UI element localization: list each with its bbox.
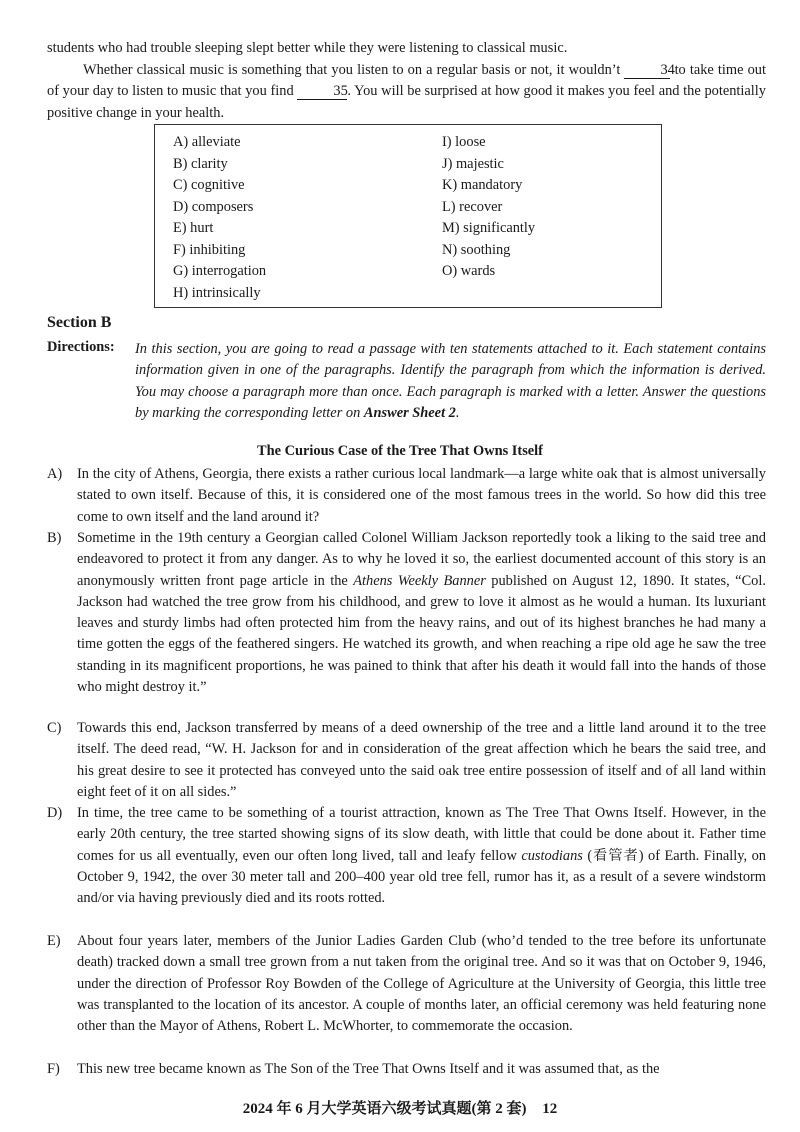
newspaper-title: Athens Weekly Banner	[353, 572, 486, 589]
directions-end: .	[455, 404, 460, 421]
paragraph-letter: D)	[47, 805, 63, 821]
paragraph-f	[47, 1059, 766, 1080]
paragraph-letter: B)	[47, 530, 62, 546]
word-option: M) significantly	[442, 220, 536, 236]
paragraph-text: About four years later, members of the Junior Ladies Garden Club (who’d tended to the tree before its unfortunate death) tracked down a small tree grown from a nut taken from the original tree. And so it was that on October 9, 1946, under the direction of Professor Roy Bowden of the College of Agriculture at the University of Georgia, this little tree was transplanted to the location of its ancestor. A couple of months later, an official ceremony was held featuring none other than the Mayor of Athens, Robert L. McWhorter, to commemorate the occasion.	[77, 933, 766, 1035]
paragraph-text-part: Sometime in the 19th century a Georgian called Colonel William Jackson reportedly took a liking to the said tree and endeavored to protect it from any danger. As to why he loved it so, the earliest documented account of this story is an anonymously written front page article in the	[77, 530, 766, 589]
footer-title: 2024 年 6 月大学英语六级考试真题(第 2 套)	[242, 1101, 527, 1117]
paragraph-letter: F)	[47, 1061, 60, 1077]
page-number: 12	[542, 1101, 558, 1117]
italic-term: custodians	[521, 847, 583, 864]
word-option: H) intrinsically	[173, 284, 261, 301]
word-option: G) interrogation	[173, 263, 267, 279]
paragraph-d	[47, 803, 766, 909]
paragraph-letter: E)	[47, 933, 61, 949]
section-a-final-paragraph	[47, 60, 766, 124]
blank-35[interactable]: 35	[297, 83, 347, 100]
paragraph-e	[47, 931, 766, 1037]
word-option: I) loose	[442, 134, 486, 150]
directions-text	[135, 339, 766, 424]
paragraph-text: Towards this end, Jackson transferred by means of a deed ownership of the tree and a little land around it to the tree itself. The deed read, “W. H. Jackson for and in consideration of the great affection which he bears the said tree, and his great desire to see it protected has conveyed unto the said oak tree entire possession of itself and of all land within eight feet of it on all sides.”	[77, 720, 766, 800]
chinese-gloss: (看管者)	[587, 847, 644, 864]
word-option: J) majestic	[442, 155, 504, 172]
word-bank-left-column	[173, 132, 266, 304]
directions-body: In this section, you are going to read a passage with ten statements attached to it. Each statement contains information given in one of the paragraphs. Identify the paragraph from which the information is derived. You may choose a paragraph more than once. Each paragraph is marked with a letter. Answer the questions by marking the corresponding letter on	[135, 341, 766, 421]
paragraph-b	[47, 528, 766, 698]
word-option: N) soothing	[442, 241, 511, 258]
word-option: A) alleviate	[173, 134, 241, 150]
word-option: E) hurt	[173, 220, 214, 236]
word-option: F) inhibiting	[173, 241, 246, 258]
passage-title: The Curious Case of the Tree That Owns Itself	[257, 443, 543, 459]
section-a-tail-line: students who had trouble sleeping slept better while they were listening to classical music.	[47, 40, 568, 56]
directions-label: Directions:	[47, 339, 115, 355]
paragraph-text: In the city of Athens, Georgia, there exists a rather curious local landmark—a large white oak that is almost universally stated to own itself. Because of this, it is considered one of the most famous trees in the world. So how did this tree come to own itself and the land around it?	[77, 466, 766, 525]
page-footer	[0, 1097, 800, 1118]
paragraph-text-part: of Earth. Finally, on October 9, 1942, the over 30 meter tall and 200–400 year old tree fell, rumor has it, as a result of a severe windstorm and/or via having previously died and its roots rotted.	[77, 847, 766, 907]
word-option: B) clarity	[173, 155, 228, 172]
paragraph-a	[47, 464, 766, 528]
paragraph-text	[77, 803, 766, 909]
word-option: D) composers	[173, 198, 254, 215]
paragraph-c	[47, 718, 766, 803]
para-text-1: Whether classical music is something that you listen to on a regular basis or not, it wouldn’t	[83, 62, 621, 78]
section-b-title: Section B	[47, 314, 112, 331]
word-option: C) cognitive	[173, 177, 245, 193]
word-bank	[154, 124, 662, 308]
answer-sheet-ref: Answer Sheet 2	[363, 404, 456, 421]
paragraph-text-part: In time, the tree came to be something of a tourist attraction, known as The Tree That Owns Itself. However, in the early 20th century, the tree started showing signs of its slow death, with little that could be done about it. Father time comes for us all eventually, even our often long lived, tall and leafy fellow	[77, 805, 766, 864]
paragraph-letter: A)	[47, 466, 63, 482]
para-text-2: to take time out of your day to listen to music that you find	[47, 62, 766, 100]
word-option: O) wards	[442, 263, 496, 279]
paragraph-text	[77, 528, 766, 698]
word-bank-right-column	[442, 132, 535, 283]
word-option: L) recover	[442, 198, 503, 215]
paragraph-text: This new tree became known as The Son of the Tree That Owns Itself and it was assumed that, as the	[77, 1061, 660, 1077]
blank-34[interactable]: 34	[624, 62, 670, 79]
word-option: K) mandatory	[442, 177, 523, 193]
para-text-3: . You will be surprised at how good it makes you feel and the potentially positive change in your health.	[47, 83, 767, 121]
paragraph-text-part: published on August 12, 1890. It states, “Col. Jackson had watched the tree grow from his childhood, and grew to love it almost as he would a human. Its luxuriant leaves and sturdy limbs had often protected him from the heavy rains, and out of its highest branches he had many a time gotten the eggs of the feathered singers. He watched its growth, and when reaching a ripe old age he saw the tree standing in its magnificent proportions, he was pained to think that after his death it would fall into the hands of those who might destroy it.”	[77, 572, 766, 696]
paragraph-letter: C)	[47, 720, 62, 736]
